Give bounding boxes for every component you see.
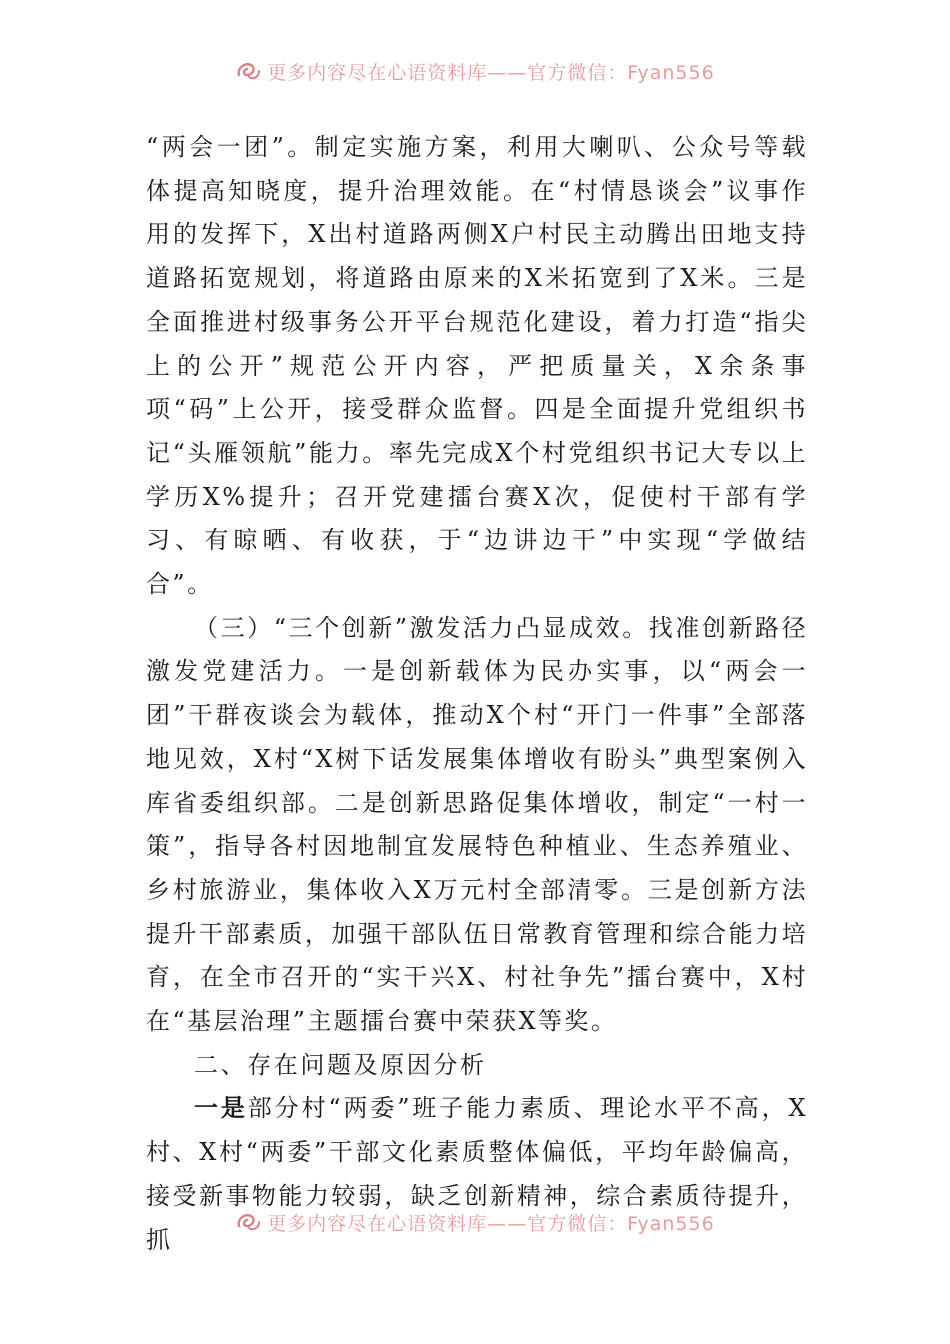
watermark-footer (0, 1207, 950, 1237)
document-body (146, 126, 808, 1262)
paragraph-three-innovations: （三）“三个创新”激发活力凸显成效。找准创新路径激发党建活力。一是创新载体为民办实事，以“两会一团”干群夜谈会为载体，推动X个村“开门一件事”全部落地见效，X村“X树下话发展集体增收有盼头”典型案例入库省委组织部。二是创新思路促集体增收，制定“一村一策”，指导各村因地制宜发展特色种植业、生态养殖业、乡村旅游业，集体收入X万元村全部清零。三是创新方法提升干部素质，加强干部队伍日常教育管理和综合能力培育，在全市召开的“实干兴X、村社争先”擂台赛中，X村在“基层治理”主题擂台赛中荣获X等奖。 (146, 613, 808, 1036)
paragraph-continuation: “两会一团”。制定实施方案，利用大喇叭、公众号等载体提高知晓度，提升治理效能。在“村情恳谈会”议事作用的发挥下，X出村道路两侧X户村民主动腾出田地支持道路拓宽规划，将道路由原来的X米拓宽到了X米。三是全面推进村级事务公开平台规范化建设，着力打造“指尖上的公开”规范公开内容，严把质量关，X余条事项“码”上公开，接受群众监督。四是全面提升党组织书记“头雁领航”能力。率先完成X个村党组织书记大专以上学历X%提升；召开党建擂台赛X次，促使村干部有学习、有晾晒、有收获，于“边讲边干”中实现“学做结合”。 (146, 133, 808, 599)
watermark-header (0, 56, 950, 86)
swirl-logo-icon (235, 60, 261, 82)
section-heading-problems: 二、存在问题及原因分析 (194, 1050, 487, 1079)
paragraph-lead-bold: 一是 (194, 1094, 248, 1123)
watermark-text: 更多内容尽在心语资料库——官方微信：Fyan556 (267, 1212, 715, 1235)
swirl-logo-icon (235, 1211, 261, 1233)
watermark-text: 更多内容尽在心语资料库——官方微信：Fyan556 (267, 61, 715, 84)
paragraph-problem-one-text: 部分村“两委”班子能力素质、理论水平不高，X村、X村“两委”干部文化素质整体偏低，平均年龄偏高，接受新事物能力较弱，缺乏创新精神，综合素质待提升，抓 (146, 1094, 808, 1254)
